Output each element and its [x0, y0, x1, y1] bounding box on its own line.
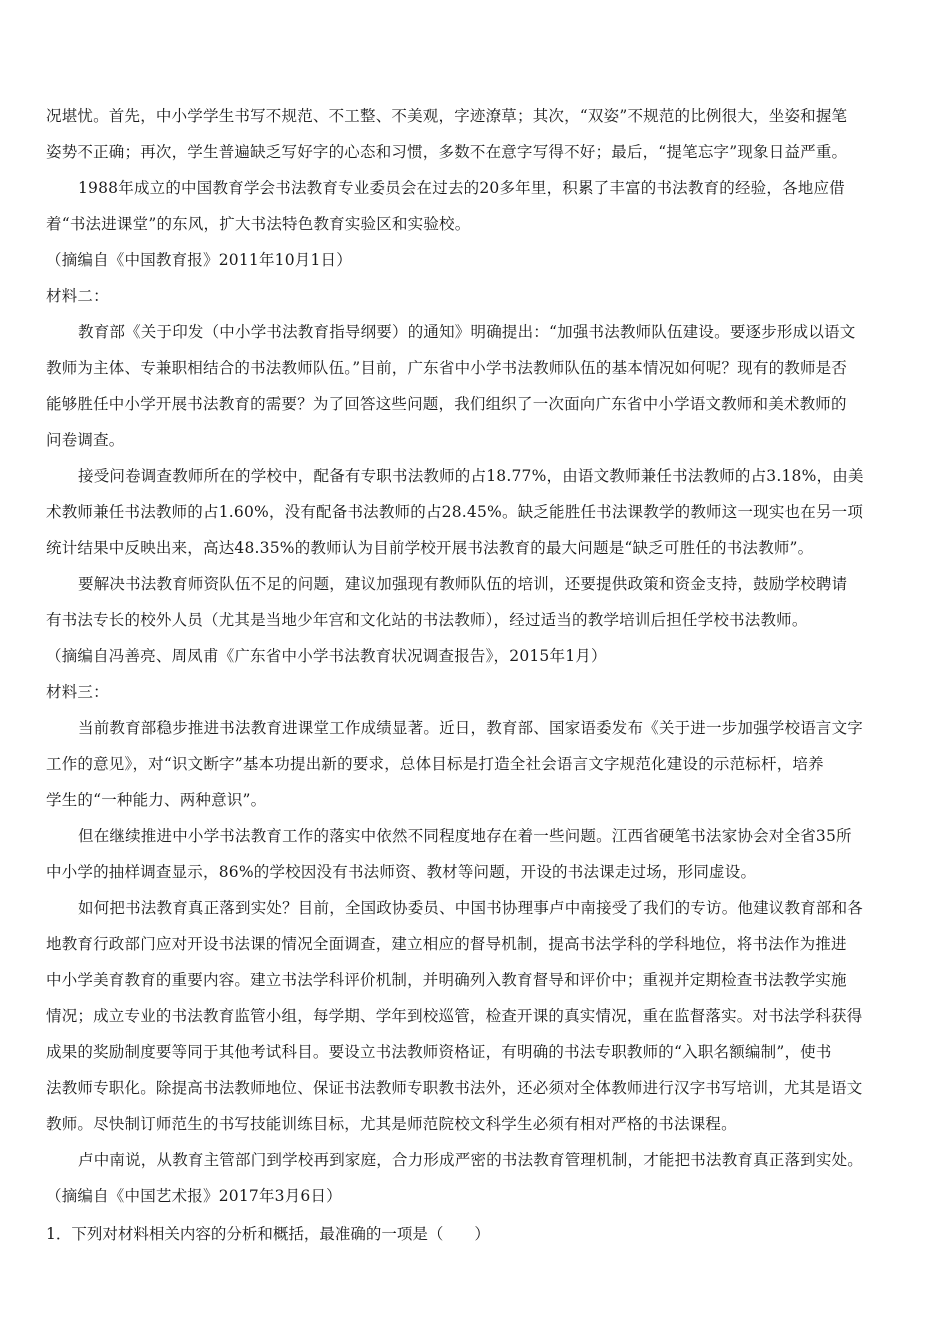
section-label: 材料二： [46, 287, 109, 305]
paragraph-line: 成果的奖励制度要等同于其他考试科目。要设立书法教师资格证，有明确的书法专职教师的“入职名额编制”，使书 [46, 1043, 832, 1061]
paragraph-line: 法教师专职化。除提高书法教师地位、保证书法教师专职教书法外，还必须对全体教师进行汉字书写培训，尤其是语文 [46, 1079, 863, 1097]
section-label: 材料三： [46, 683, 109, 701]
paragraph-line: 姿势不正确；再次，学生普遍缺乏写好字的心态和习惯，多数不在意字写得不好；最后，“提笔忘字”现象日益严重。 [46, 143, 848, 161]
paragraph-line: 中小学美育教育的重要内容。建立书法学科评价机制，并明确列入教育督导和评价中；重视并定期检查书法教学实施 [46, 971, 847, 989]
paragraph-line: 教师为主体、专兼职相结合的书法教师队伍。”目前，广东省中小学书法教师队伍的基本情况如何呢？现有的教师是否 [46, 359, 848, 377]
paragraph-line: 有书法专长的校外人员（尤其是当地少年宫和文化站的书法教师），经过适当的教学培训后担任学校书法教师。 [46, 611, 808, 629]
paragraph-line: 问卷调查。 [46, 431, 125, 449]
paragraph-line: 卢中南说，从教育主管部门到学校再到家庭，合力形成严密的书法教育管理机制，才能把书法教育真正落到实处。 [78, 1151, 864, 1169]
paragraph-line: 着“书法进课堂”的东风，扩大书法特色教育实验区和实验校。 [46, 215, 471, 233]
paragraph-line: 地教育行政部门应对开设书法课的情况全面调查，建立相应的督导机制，提高书法学科的学科地位，将书法作为推进 [46, 935, 847, 953]
paragraph-line: 当前教育部稳步推进书法教育进课堂工作成绩显著。近日，教育部、国家语委发布《关于进一步加强学校语言文字 [78, 719, 864, 737]
paragraph-line: 况堪忧。首先，中小学学生书写不规范、不工整、不美观，字迹潦草；其次，“双姿”不规范的比例很大，坐姿和握笔 [46, 107, 848, 125]
paragraph-line: 术教师兼任书法教师的占1.60%，没有配备书法教师的占28.45%。缺乏能胜任书法课教学的教师这一现实也在另一项 [46, 503, 864, 521]
paragraph-line: 教师。尽快制订师范生的书写技能训练目标，尤其是师范院校文科学生必须有相对严格的书法课程。 [46, 1115, 737, 1133]
paragraph-line: 教育部《关于印发（中小学书法教育指导纲要）的通知》明确提出：“加强书法教师队伍建设。要逐步形成以语文 [78, 323, 856, 341]
source-citation: （摘编自《中国教育报》2011年10月1日） [46, 251, 352, 269]
source-citation: （摘编自冯善亮、周凤甫《广东省中小学书法教育状况调查报告》，2015年1月） [46, 647, 607, 665]
paragraph-line: 如何把书法教育真正落到实处？目前，全国政协委员、中国书协理事卢中南接受了我们的专访。他建议教育部和各 [78, 899, 864, 917]
question-1: 1．下列对材料相关内容的分析和概括，最准确的一项是（ ） [46, 1225, 490, 1243]
paragraph-line: 中小学的抽样调查显示，86%的学校因没有书法师资、教材等问题，开设的书法课走过场，形同虚设。 [46, 863, 757, 881]
paragraph-line: 但在继续推进中小学书法教育工作的落实中依然不同程度地存在着一些问题。江西省硬笔书法家协会对全省35所 [78, 827, 852, 845]
paragraph-line: 学生的“一种能力、两种意识”。 [46, 791, 267, 809]
paragraph-line: 情况；成立专业的书法教育监管小组，每学期、学年到校巡管，检查开课的真实情况，重在监督落实。对书法学科获得 [46, 1007, 863, 1025]
paragraph-line: 统计结果中反映出来，高达48.35%的教师认为目前学校开展书法教育的最大问题是“缺乏可胜任的书法教师”。 [46, 539, 814, 557]
paragraph-line: 1988年成立的中国教育学会书法教育专业委员会在过去的20多年里，积累了丰富的书法教育的经验，各地应借 [78, 179, 845, 197]
paragraph-line: 能够胜任中小学开展书法教育的需要？为了回答这些问题，我们组织了一次面向广东省中小学语文教师和美术教师的 [46, 395, 847, 413]
paragraph-line: 接受问卷调查教师所在的学校中，配备有专职书法教师的占18.77%，由语文教师兼任书法教师的占3.18%，由美 [78, 467, 864, 485]
source-citation: （摘编自《中国艺术报》2017年3月6日） [46, 1187, 342, 1205]
paragraph-line: 工作的意见》，对“识文断字”基本功提出新的要求，总体目标是打造全社会语言文字规范化建设的示范标杆，培养 [46, 755, 824, 773]
paragraph-line: 要解决书法教育师资队伍不足的问题，建议加强现有教师队伍的培训，还要提供政策和资金支持，鼓励学校聘请 [78, 575, 848, 593]
